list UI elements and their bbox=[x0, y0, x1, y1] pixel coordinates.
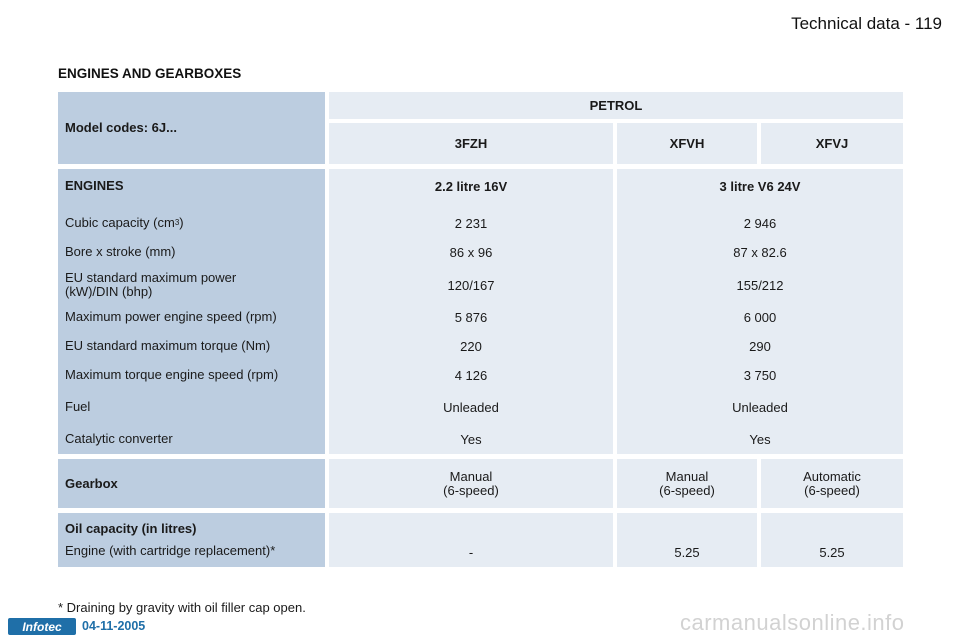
cell-value: 3 750 bbox=[743, 367, 777, 383]
engines-heading bbox=[58, 176, 325, 196]
row-label-text: Cubic capacity (cm bbox=[65, 215, 175, 231]
code-label: XFVH bbox=[669, 136, 705, 151]
watermark: carmanualsonline.info bbox=[680, 610, 905, 635]
cell-value: 5 876 bbox=[454, 309, 488, 325]
section-title: ENGINES AND GEARBOXES bbox=[58, 66, 242, 81]
cell-value: Yes bbox=[749, 431, 771, 447]
row-label-max-torque: EU standard maximum torque (Nm) bbox=[65, 338, 271, 354]
code-header-3 bbox=[761, 123, 903, 164]
row-label-cubic-capacity bbox=[58, 213, 325, 233]
engine-name-text: 2.2 litre 16V bbox=[434, 178, 508, 194]
row-label-max-torque-speed: Maximum torque engine speed (rpm) bbox=[65, 367, 279, 383]
fuel-group-label: PETROL bbox=[589, 98, 643, 113]
page-title: Technical data - 119 bbox=[791, 14, 942, 33]
oil-value-1: - bbox=[329, 513, 613, 567]
oil-value-3: 5.25 bbox=[761, 513, 903, 567]
gearbox-type: Manual bbox=[449, 468, 493, 484]
footnote: * Draining by gravity with oil filler cap open. bbox=[58, 600, 306, 615]
code-header-2 bbox=[617, 123, 757, 164]
cell-value: 155/212 bbox=[736, 277, 784, 293]
cell-value: Unleaded bbox=[732, 399, 788, 415]
row-label-fuel: Fuel bbox=[65, 399, 91, 415]
gearbox-speeds: (6-speed) bbox=[443, 482, 499, 498]
oil-value-2: 5.25 bbox=[617, 513, 757, 567]
infotec-logo: Infotec bbox=[8, 618, 76, 635]
code-label: XFVJ bbox=[815, 136, 849, 151]
row-label-text: (kW)/DIN (bhp) bbox=[65, 284, 153, 299]
row-label-max-power-speed: Maximum power engine speed (rpm) bbox=[65, 309, 277, 325]
gearbox-label-cell bbox=[58, 459, 325, 508]
gearbox-speeds: (6-speed) bbox=[804, 482, 860, 498]
superscript: 3 bbox=[174, 217, 180, 227]
gearbox-value-1 bbox=[329, 459, 613, 508]
cell-value: Unleaded bbox=[443, 399, 499, 415]
cell-value: 6 000 bbox=[743, 309, 777, 325]
engine-name-1 bbox=[329, 176, 613, 196]
cell-value: 220 bbox=[460, 338, 482, 354]
oil-label-cell bbox=[58, 513, 325, 567]
gearbox-value-2 bbox=[617, 459, 757, 508]
gearbox-label: Gearbox bbox=[65, 475, 118, 491]
fuel-group-header bbox=[329, 92, 903, 119]
cell-value: 86 x 96 bbox=[449, 244, 493, 260]
code-header-1 bbox=[329, 123, 613, 164]
cell-value: 4 126 bbox=[454, 367, 488, 383]
row-label-catalytic-converter: Catalytic converter bbox=[65, 431, 173, 447]
engines-heading-text: ENGINES bbox=[65, 178, 124, 194]
cell-value: Yes bbox=[460, 431, 482, 447]
oil-heading: Oil capacity (in litres) bbox=[65, 520, 197, 536]
row-label-text: ) bbox=[179, 215, 184, 231]
engine-name-text: 3 litre V6 24V bbox=[719, 178, 801, 194]
oil-row-label: Engine (with cartridge replacement)* bbox=[65, 543, 276, 558]
footer-date: 04-11-2005 bbox=[82, 619, 146, 633]
gearbox-speeds: (6-speed) bbox=[659, 482, 715, 498]
row-label-max-power bbox=[58, 270, 325, 300]
cell-value: 120/167 bbox=[447, 277, 495, 293]
model-codes-cell bbox=[58, 92, 325, 164]
cell-value: 2 231 bbox=[454, 215, 488, 231]
row-label-text: EU standard maximum power bbox=[65, 270, 237, 286]
gearbox-type: Automatic bbox=[803, 468, 861, 484]
model-codes-label: Model codes: 6J... bbox=[65, 120, 177, 136]
cell-value: 87 x 82.6 bbox=[733, 244, 787, 260]
code-label: 3FZH bbox=[454, 136, 488, 151]
row-label-bore-stroke: Bore x stroke (mm) bbox=[65, 244, 176, 260]
gearbox-type: Manual bbox=[665, 468, 709, 484]
engine-name-2 bbox=[617, 176, 903, 196]
cell-value: 2 946 bbox=[743, 215, 777, 231]
cell-value: 290 bbox=[749, 338, 771, 354]
gearbox-value-3 bbox=[761, 459, 903, 508]
